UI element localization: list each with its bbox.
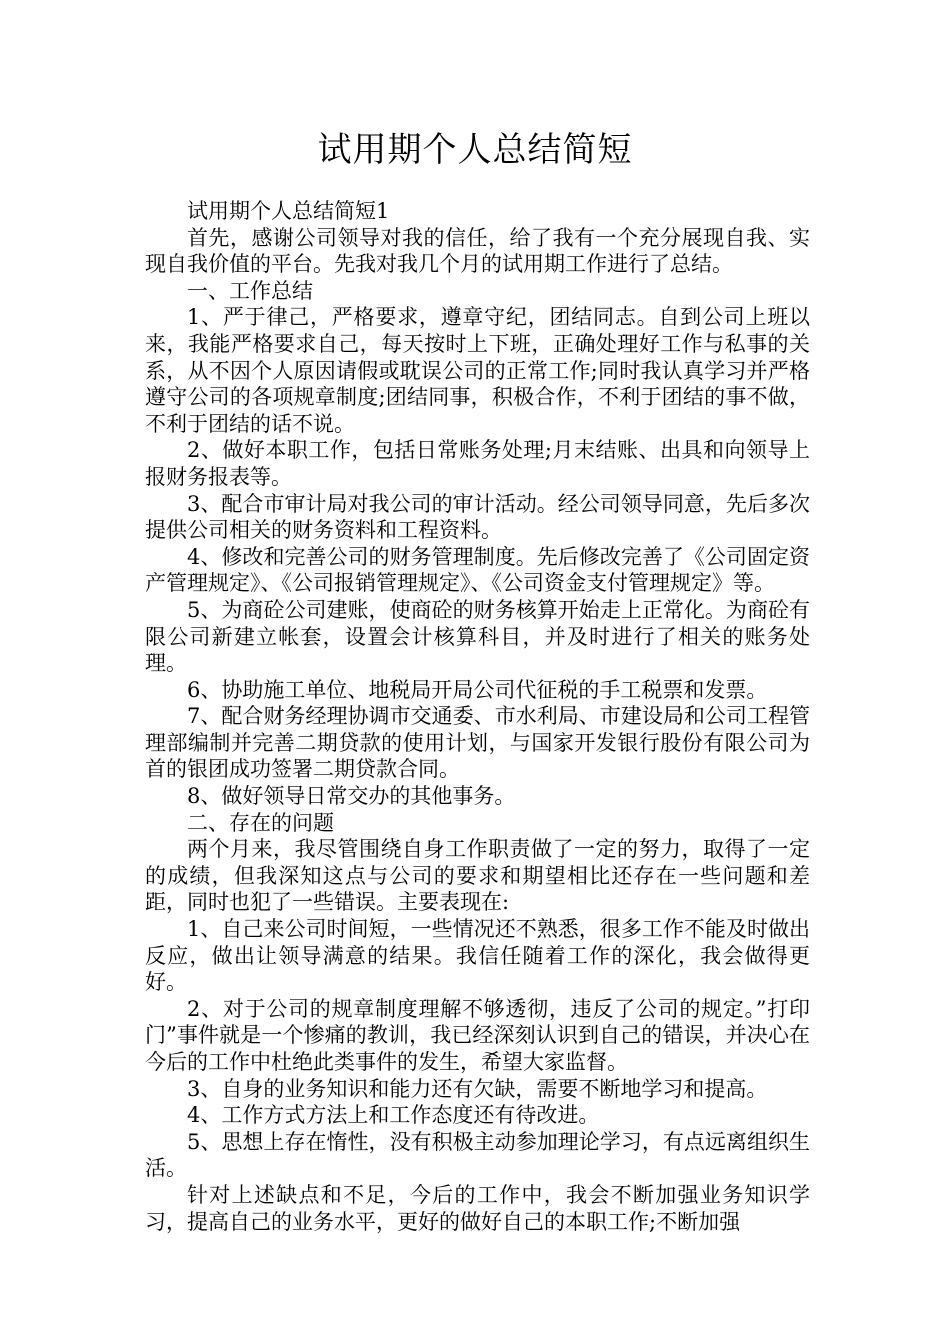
paragraph-problem-1: 1、自己来公司时间短，一些情况还不熟悉，很多工作不能及时做出反应，做出让领导满意的结果。我信任随着工作的深化，我会做得更好。 (145, 917, 810, 995)
paragraph-item-1: 1、严于律己，严格要求，遵章守纪，团结同志。自到公司上班以来，我能严格要求自己，每天按时上下班，正确处理好工作与私事的关系，从不因个人原因请假或耽误公司的正常工作;同时我认真学习并严格遵守公司的各项规章制度;团结同事，积极合作，不利于团结的事不做，不利于团结的话不说。 (145, 305, 810, 436)
paragraph-problem-2: 2、对于公司的规章制度理解不够透彻，违反了公司的规定。”打印门”事件就是一个惨痛的教训，我已经深刻认识到自己的错误，并决心在今后的工作中杜绝此类事件的发生，希望大家监督。 (145, 996, 810, 1074)
paragraph-item-3: 3、配合市审计局对我公司的审计活动。经公司领导同意，先后多次提供公司相关的财务资料和工程资料。 (145, 491, 810, 543)
document-title: 试用期个人总结简短 (317, 130, 633, 170)
paragraph-item-5: 5、为商砼公司建账，使商砼的财务核算开始走上正常化。为商砼有限公司新建立帐套，设置会计核算科目，并及时进行了相关的账务处理。 (145, 597, 810, 676)
paragraph-item-8: 8、做好领导日常交办的其他事务。 (187, 784, 516, 809)
section-heading-problems: 二、存在的问题 (187, 810, 334, 835)
section-heading-work-summary: 一、工作总结 (187, 278, 313, 303)
paragraph-problem-5: 5、思想上存在惰性，没有积极主动参加理论学习，有点远离组织生活。 (145, 1129, 810, 1181)
document-body (145, 198, 810, 1235)
section-heading-1: 试用期个人总结简短1 (187, 199, 390, 223)
paragraph-problems-intro: 两个月来，我尽管围绕自身工作职责做了一定的努力，取得了一定的成绩，但我深知这点与公司的要求和期望相比还存在一些问题和差距，同时也犯了一些错误。主要表现在: (145, 837, 810, 915)
paragraph-problem-3: 3、自身的业务知识和能力还有欠缺，需要不断地学习和提高。 (187, 1076, 768, 1101)
paragraph-item-4: 4、修改和完善公司的财务管理制度。先后修改完善了《公司固定资产管理规定》、《公司报销管理规定》、《公司资金支付管理规定》等。 (145, 544, 810, 596)
paragraph-item-2: 2、做好本职工作，包括日常账务处理;月末结账、出具和向领导上报财务报表等。 (145, 438, 810, 489)
paragraph-plan: 针对上述缺点和不足，今后的工作中，我会不断加强业务知识学习，提高自己的业务水平，更好的做好自己的本职工作;不断加强 (145, 1182, 810, 1234)
paragraph-intro: 首先，感谢公司领导对我的信任，给了我有一个充分展现自我、实现自我价值的平台。先我对我几个月的试用期工作进行了总结。 (145, 225, 810, 277)
paragraph-problem-4: 4、工作方式方法上和工作态度还有待改进。 (187, 1103, 600, 1128)
paragraph-item-6: 6、协助施工单位、地税局开局公司代征税的手工税票和发票。 (187, 677, 768, 702)
paragraph-item-7: 7、配合财务经理协调市交通委、市水利局、市建设局和公司工程管理部编制并完善二期贷款的使用计划，与国家开发银行股份有限公司为首的银团成功签署二期贷款合同。 (145, 704, 810, 782)
